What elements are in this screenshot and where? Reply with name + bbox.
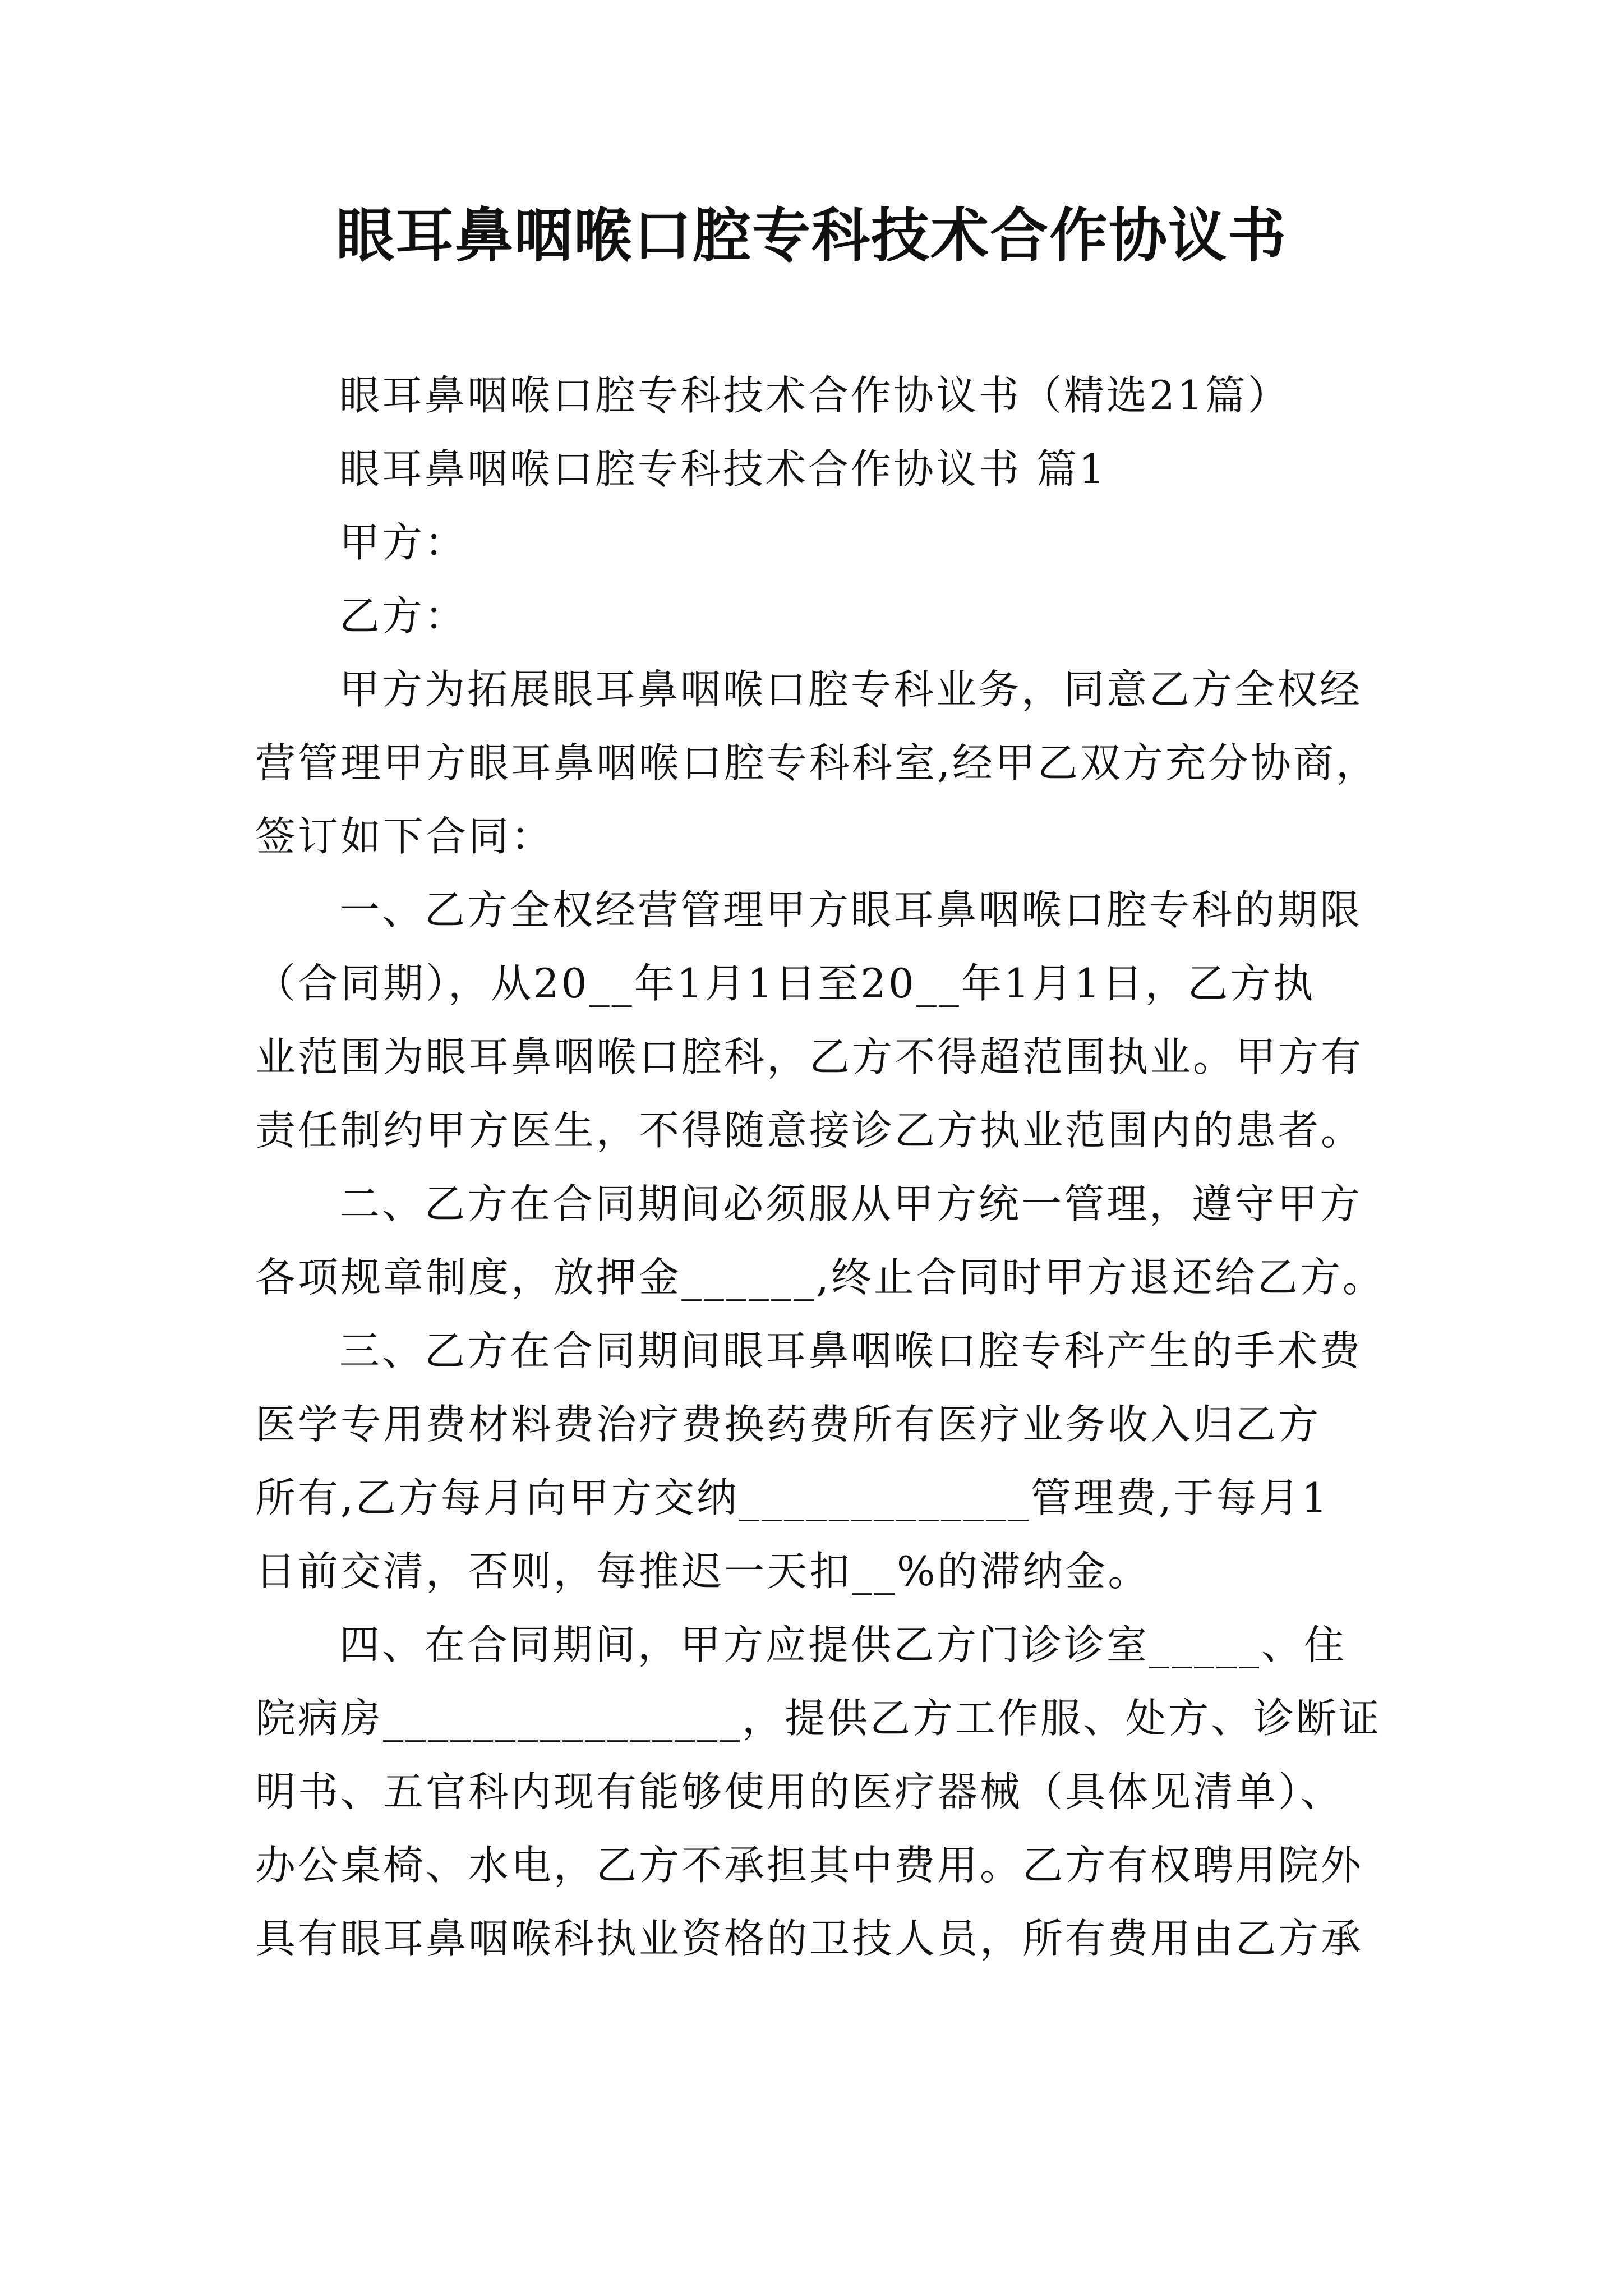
clause-3-line: 所有,乙方每月向甲方交纳_____________管理费,于每月1 <box>255 1474 1330 1521</box>
clause-3-line: 日前交清，否则，每推迟一天扣__%的滞纳金。 <box>255 1548 1151 1595</box>
section-heading: 眼耳鼻咽喉口腔专科技术合作协议书 篇1 <box>339 445 1107 493</box>
party-a-line: 甲方： <box>339 519 468 566</box>
clause-4-line: 办公桌椅、水电，乙方不承担其中费用。乙方有权聘用院外 <box>255 1842 1364 1889</box>
clause-1-line: 业范围为眼耳鼻咽喉口腔科，乙方不得超范围执业。甲方有 <box>255 1033 1364 1080</box>
document-body <box>255 359 1385 1976</box>
paragraph-line: 甲方为拓展眼耳鼻咽喉口腔专科业务，同意乙方全权经 <box>339 666 1363 713</box>
clause-1-line: 一、乙方全权经营管理甲方眼耳鼻咽喉口腔专科的期限 <box>339 886 1363 933</box>
clause-1-line: 责任制约甲方医生，不得随意接诊乙方执业范围内的患者。 <box>255 1107 1364 1154</box>
clause-1-line: （合同期），从20__年1月1日至20__年1月1日，乙方执 <box>255 960 1316 1007</box>
paragraph-line: 签订如下合同： <box>255 813 554 860</box>
clause-4-line: 院病房________________，提供乙方工作服、处方、诊断证 <box>255 1695 1382 1742</box>
clause-2-line: 二、乙方在合同期间必须服从甲方统一管理，遵守甲方 <box>339 1180 1363 1227</box>
clause-4-line: 具有眼耳鼻咽喉科执业资格的卫技人员，所有费用由乙方承 <box>255 1915 1364 1962</box>
party-b-line: 乙方： <box>339 592 468 639</box>
clause-3-line: 三、乙方在合同期间眼耳鼻咽喉口腔专科产生的手术费 <box>339 1327 1363 1374</box>
subtitle-line: 眼耳鼻咽喉口腔专科技术合作协议书（精选21篇） <box>339 372 1290 419</box>
clause-4-line: 四、在合同期间，甲方应提供乙方门诊诊室_____、住 <box>339 1621 1347 1668</box>
paragraph-line: 营管理甲方眼耳鼻咽喉口腔专科科室,经甲乙双方充分协商， <box>255 739 1378 786</box>
clause-2-line: 各项规章制度，放押金______,终止合同时甲方退还给乙方。 <box>255 1254 1385 1301</box>
clause-4-line: 明书、五官科内现有能够使用的医疗器械（具体见清单）、 <box>255 1768 1344 1815</box>
document-title: 眼耳鼻咽喉口腔专科技术合作协议书 <box>335 201 1287 270</box>
clause-3-line: 医学专用费材料费治疗费换药费所有医疗业务收入归乙方 <box>255 1401 1321 1448</box>
